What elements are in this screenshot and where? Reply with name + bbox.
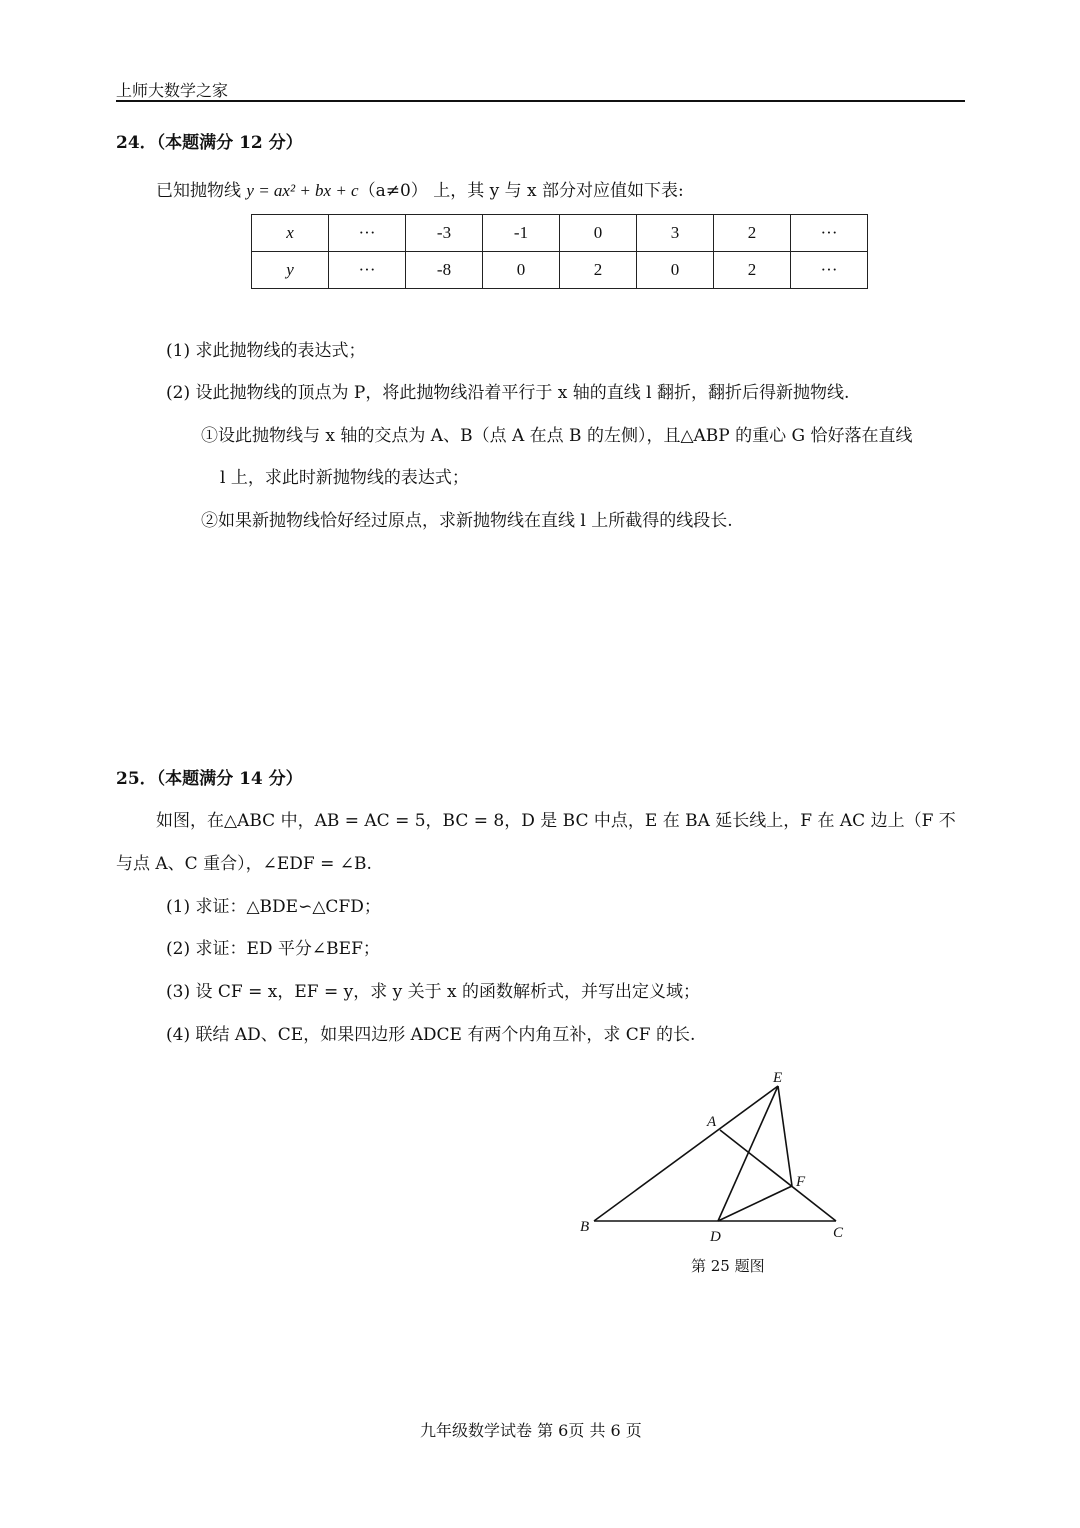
- q24-intro-pre: 已知抛物线: [156, 181, 247, 201]
- q25-part4: (4) 联结 AD、CE，如果四边形 ADCE 有两个内角互补，求 CF 的长.: [166, 1025, 696, 1045]
- q25-intro-line1: 如图，在△ABC 中，AB = AC = 5，BC = 8，D 是 BC 中点，E 在 BA 延长线上，F 在 AC 边上（F 不: [156, 811, 956, 831]
- q25-part3: (3) 设 CF = x，EF = y，求 y 关于 x 的函数解析式，并写出定义域；: [166, 982, 700, 1002]
- q24-sub2: ②如果新抛物线恰好经过原点，求新抛物线在直线 l 上所截得的线段长.: [201, 511, 733, 531]
- point-label-e: E: [773, 1070, 783, 1086]
- point-label-a: A: [707, 1114, 717, 1130]
- q24-equation: y = ax² + bx + c: [246, 181, 359, 200]
- q24-sub1-line1: ①设此抛物线与 x 轴的交点为 A、B（点 A 在点 B 的左侧），且△ABP 的重心 G 恰好落在直线: [201, 426, 913, 446]
- point-label-d: D: [710, 1229, 721, 1245]
- table-cell: 0: [560, 215, 637, 252]
- q25-intro-line2: 与点 A、C 重合），∠EDF = ∠B.: [116, 854, 372, 874]
- q25-triangle-figure: [570, 1066, 860, 1246]
- table-cell: -1: [483, 215, 560, 252]
- q24-condition: （a≠0）: [358, 181, 428, 201]
- table-cell: -8: [406, 252, 483, 289]
- table-cell: -3: [406, 215, 483, 252]
- table-cell: 2: [560, 252, 637, 289]
- table-cell: ···: [329, 252, 406, 289]
- q25-part1: (1) 求证：△BDE∽△CFD；: [166, 897, 381, 917]
- table-row: [252, 252, 868, 289]
- table-cell: ···: [329, 215, 406, 252]
- point-label-f: F: [796, 1174, 806, 1190]
- page-footer: 九年级数学试卷 第 6页 共 6 页: [420, 1421, 642, 1440]
- table-cell: ···: [791, 215, 868, 252]
- q24-title: 24．（本题满分 12 分）: [116, 133, 303, 153]
- page-header-title: 上师大数学之家: [116, 81, 229, 100]
- q24-part2: (2) 设此抛物线的顶点为 P，将此抛物线沿着平行于 x 轴的直线 l 翻折，翻折后得新抛物线.: [166, 383, 850, 403]
- point-label-c: C: [833, 1225, 844, 1241]
- q24-value-table: [251, 214, 868, 289]
- table-cell: 0: [637, 252, 714, 289]
- table-cell: 2: [714, 252, 791, 289]
- table-cell: ···: [791, 252, 868, 289]
- table-cell: 2: [714, 215, 791, 252]
- segment-de: [718, 1086, 778, 1221]
- q24-part1: (1) 求此抛物线的表达式；: [166, 341, 366, 361]
- q24-intro-post: 上，其 y 与 x 部分对应值如下表:: [427, 181, 684, 201]
- q25-part2: (2) 求证：ED 平分∠BEF；: [166, 939, 380, 959]
- table-cell: 0: [483, 252, 560, 289]
- table-row-label-y: y: [252, 252, 329, 289]
- segment-ef: [778, 1086, 792, 1186]
- header-rule: [116, 100, 965, 102]
- q24-intro: [156, 176, 684, 201]
- table-row: [252, 215, 868, 252]
- q25-figure-caption: 第 25 题图: [691, 1257, 765, 1275]
- segment-df: [718, 1186, 792, 1221]
- point-label-b: B: [580, 1219, 590, 1235]
- q25-title: 25．（本题满分 14 分）: [116, 769, 303, 789]
- table-cell: 3: [637, 215, 714, 252]
- table-row-label-x: x: [252, 215, 329, 252]
- q24-sub1-line2: l 上，求此时新抛物线的表达式；: [220, 468, 469, 488]
